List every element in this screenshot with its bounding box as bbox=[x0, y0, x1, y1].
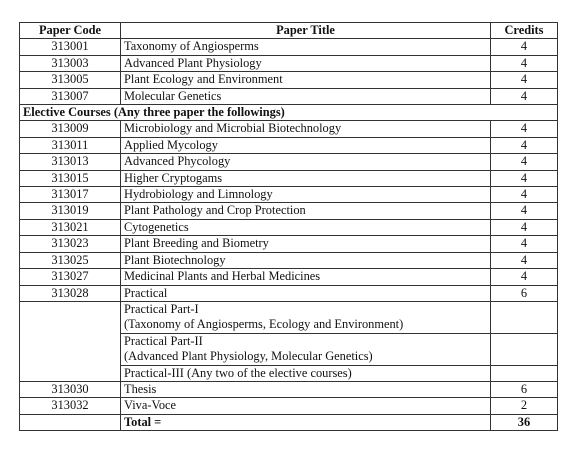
table-row bbox=[20, 203, 558, 219]
table-row bbox=[20, 187, 558, 203]
elective-courses-heading: Elective Courses (Any three paper the followings) bbox=[20, 105, 558, 121]
paper-code: 313032 bbox=[20, 398, 121, 414]
paper-credits: 4 bbox=[491, 154, 558, 170]
table-row bbox=[20, 55, 558, 71]
paper-title: Molecular Genetics bbox=[121, 88, 491, 104]
paper-credits: 4 bbox=[491, 121, 558, 137]
paper-title: Hydrobiology and Limnology bbox=[121, 187, 491, 203]
table-row bbox=[20, 137, 558, 153]
paper-title: Practical bbox=[121, 285, 491, 301]
paper-code: 313005 bbox=[20, 72, 121, 88]
paper-credits: 4 bbox=[491, 236, 558, 252]
paper-credits: 6 bbox=[491, 381, 558, 397]
paper-code: 313003 bbox=[20, 55, 121, 71]
paper-title: Plant Biotechnology bbox=[121, 252, 491, 268]
paper-code: 313027 bbox=[20, 269, 121, 285]
paper-code: 313007 bbox=[20, 88, 121, 104]
paper-credits: 4 bbox=[491, 55, 558, 71]
paper-title: Taxonomy of Angiosperms bbox=[121, 39, 491, 55]
total-credits: 36 bbox=[491, 414, 558, 430]
practical-part-1 bbox=[121, 301, 491, 333]
paper-code: 313023 bbox=[20, 236, 121, 252]
paper-title-header: Paper Title bbox=[121, 23, 491, 39]
paper-credits: 4 bbox=[491, 137, 558, 153]
blank-credit-cell bbox=[491, 301, 558, 333]
paper-credits: 4 bbox=[491, 269, 558, 285]
table-row bbox=[20, 72, 558, 88]
paper-credits: 4 bbox=[491, 252, 558, 268]
paper-credits: 4 bbox=[491, 72, 558, 88]
paper-title: Advanced Plant Physiology bbox=[121, 55, 491, 71]
paper-code: 313021 bbox=[20, 219, 121, 235]
paper-title: Cytogenetics bbox=[121, 219, 491, 235]
table-row bbox=[20, 252, 558, 268]
paper-credits: 2 bbox=[491, 398, 558, 414]
practical-part-1-name: Practical Part-I bbox=[124, 301, 199, 316]
paper-code: 313028 bbox=[20, 285, 121, 301]
elective-heading-row bbox=[20, 105, 558, 121]
paper-code: 313025 bbox=[20, 252, 121, 268]
paper-code: 313013 bbox=[20, 154, 121, 170]
table-row bbox=[20, 269, 558, 285]
paper-title: Applied Mycology bbox=[121, 137, 491, 153]
paper-code: 313030 bbox=[20, 381, 121, 397]
blank-code-cell bbox=[20, 301, 121, 381]
table-row bbox=[20, 39, 558, 55]
paper-credits: 4 bbox=[491, 88, 558, 104]
practical-part-2-detail: (Advanced Plant Physiology, Molecular Genetics) bbox=[124, 349, 373, 364]
paper-title: Microbiology and Microbial Biotechnology bbox=[121, 121, 491, 137]
paper-credits: 4 bbox=[491, 219, 558, 235]
paper-title: Plant Ecology and Environment bbox=[121, 72, 491, 88]
paper-code: 313001 bbox=[20, 39, 121, 55]
practical-part-row bbox=[20, 301, 558, 333]
credits-header: Credits bbox=[491, 23, 558, 39]
paper-title: Viva-Voce bbox=[121, 398, 491, 414]
paper-title: Plant Pathology and Crop Protection bbox=[121, 203, 491, 219]
total-row bbox=[20, 414, 558, 430]
paper-credits: 4 bbox=[491, 170, 558, 186]
paper-credits: 4 bbox=[491, 39, 558, 55]
paper-title: Plant Breeding and Biometry bbox=[121, 236, 491, 252]
table-row bbox=[20, 236, 558, 252]
practical-part-1-detail: (Taxonomy of Angiosperms, Ecology and Environment) bbox=[124, 317, 404, 332]
paper-code: 313015 bbox=[20, 170, 121, 186]
table-row bbox=[20, 285, 558, 301]
paper-title: Higher Cryptogams bbox=[121, 170, 491, 186]
paper-credits: 4 bbox=[491, 203, 558, 219]
table-row bbox=[20, 88, 558, 104]
table-row bbox=[20, 381, 558, 397]
paper-title: Thesis bbox=[121, 381, 491, 397]
blank-credit-cell bbox=[491, 333, 558, 365]
table-row bbox=[20, 219, 558, 235]
paper-code: 313009 bbox=[20, 121, 121, 137]
paper-code: 313011 bbox=[20, 137, 121, 153]
paper-title: Advanced Phycology bbox=[121, 154, 491, 170]
header-row bbox=[20, 23, 558, 39]
table-row bbox=[20, 121, 558, 137]
practical-part-2-name: Practical Part-II bbox=[124, 333, 203, 348]
paper-code-header: Paper Code bbox=[20, 23, 121, 39]
table-row bbox=[20, 170, 558, 186]
table-row bbox=[20, 398, 558, 414]
course-credit-table bbox=[19, 22, 558, 431]
paper-credits: 4 bbox=[491, 187, 558, 203]
blank-credit-cell bbox=[491, 365, 558, 381]
paper-title: Medicinal Plants and Herbal Medicines bbox=[121, 269, 491, 285]
paper-code: 313019 bbox=[20, 203, 121, 219]
practical-part-2 bbox=[121, 333, 491, 365]
paper-code: 313017 bbox=[20, 187, 121, 203]
table-row bbox=[20, 154, 558, 170]
total-label: Total = bbox=[121, 414, 491, 430]
paper-credits: 6 bbox=[491, 285, 558, 301]
practical-part-3: Practical-III (Any two of the elective courses) bbox=[121, 365, 491, 381]
blank-code-cell bbox=[20, 414, 121, 430]
